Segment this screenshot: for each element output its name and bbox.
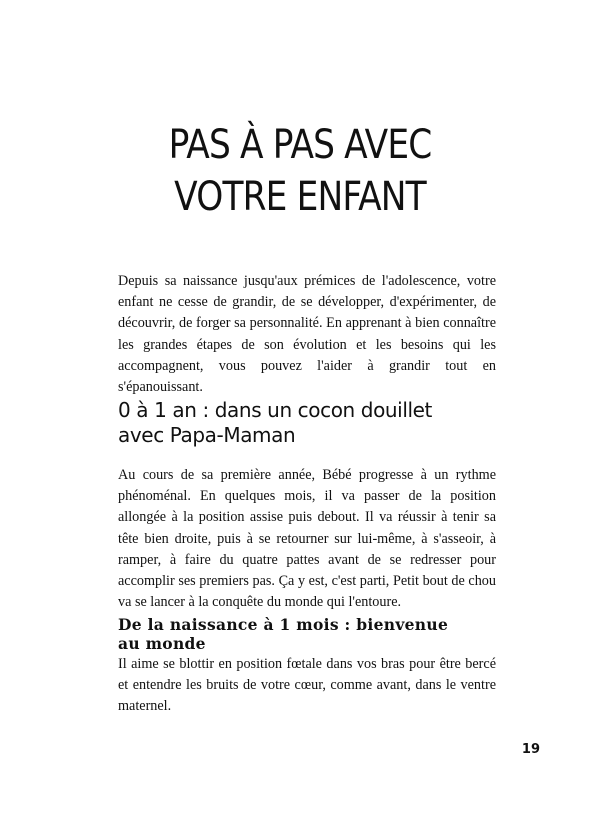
subsection-heading [118,615,498,653]
section-heading-line-1: 0 à 1 an : dans un cocon douillet [118,398,432,422]
subsection-paragraph: Il aime se blottir en position fœtale dans vos bras pour être bercé et entendre les bruits de votre cœur, comme avant, dans le ventre maternel. [118,656,496,715]
page-number: 19 [521,742,540,757]
section-heading-line-2: avec Papa-Maman [118,423,296,447]
chapter-title [94,119,507,223]
section-paragraph: Au cours de sa première année, Bébé progresse à un rythme phénoménal. En quelques mois, il va passer de la position allongée à la position assise puis debout. Il va réussir à tenir sa tête bien droite, puis à se retourner sur lui-même, à s'asseoir, à ramper, à faire du quatre pattes avant de se redresser pour accomplir ses premiers pas. Ça y est, c'est parti, Petit bout de chou va se lancer à la conquête du monde qui l'entoure. [118,467,496,611]
chapter-title-line-1: PAS À PAS AVEC [168,121,432,168]
chapter-title-line-2: VOTRE ENFANT [174,173,426,220]
subsection-heading-line-1: De la naissance à 1 mois : bienvenue [118,615,449,634]
subsection-heading-line-2: au monde [118,634,206,653]
section-heading [118,398,498,448]
intro-paragraph: Depuis sa naissance jusqu'aux prémices de l'adolescence, votre enfant ne cesse de grandir, de se développer, d'expérimenter, de découvrir, de forger sa personnalité. En apprenant à bien connaître les grandes étapes de son évolution et les besoins qui les accompagnent, vous pouvez l'aider à grandir tout en s'épanouissant. [118,273,496,396]
